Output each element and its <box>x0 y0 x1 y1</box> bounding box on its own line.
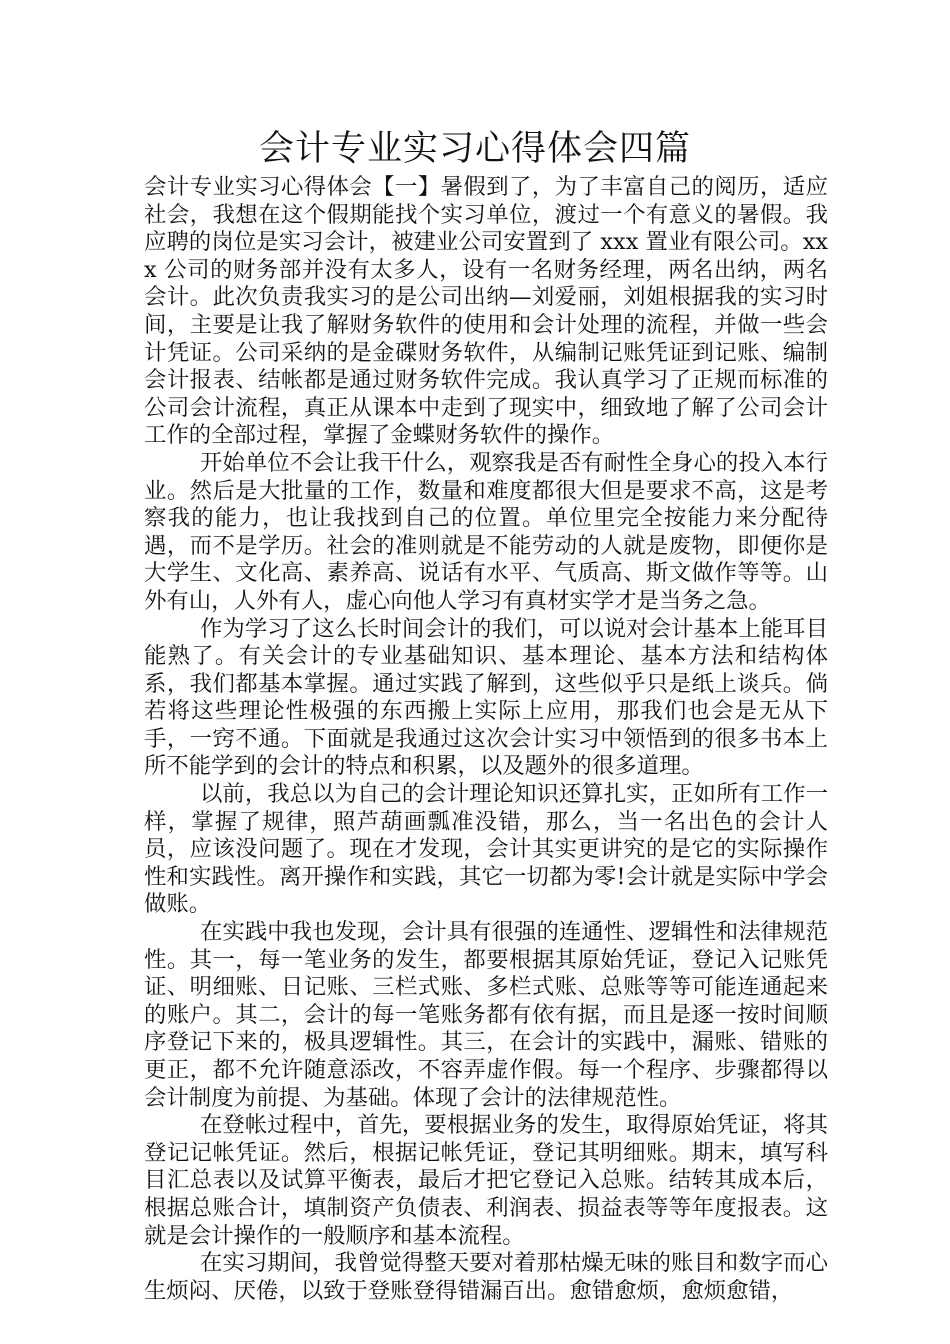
paragraph-1: 会计专业实习心得体会【一】暑假到了，为了丰富自己的阅历，适应社会，我想在这个假期能找个实习单位，渡过一个有意义的暑假。我应聘的岗位是实习会计，被建业公司安置到了 xxx 置业有限公司。xxx 公司的财务部并没有太多人，设有一名财务经理，两名出纳，两名会计。此次负责我实习的是公司出纳—刘爱丽，刘姐根据我的实习时间，主要是让我了解财务软件的使用和会计处理的流程，并做一些会计凭证。公司采纳的是金碟财务软件，从编制记账凭证到记账、编制会计报表、结帐都是通过财务软件完成。我认真学习了正规而标准的公司会计流程，真正从课本中走到了现实中，细致地了解了公司会计工作的全部过程，掌握了金蝶财务软件的操作。 <box>144 174 828 449</box>
paragraph-7: 在实习期间，我曾觉得整天要对着那枯燥无味的账目和数字而心生烦闷、厌倦，以致于登账登得错漏百出。愈错愈烦，愈烦愈错， <box>144 1250 828 1304</box>
paragraph-6: 在登帐过程中，首先，要根据业务的发生，取得原始凭证，将其登记记帐凭证。然后，根据记帐凭证，登记其明细账。期末，填写科目汇总表以及试算平衡表，最后才把它登记入总账。结转其成本后，根据总账合计，填制资产负债表、利润表、损益表等等年度报表。这就是会计操作的一般顺序和基本流程。 <box>144 1112 828 1249</box>
document-title: 会计专业实习心得体会四篇 <box>258 129 691 169</box>
paragraph-3: 作为学习了这么长时间会计的我们，可以说对会计基本上能耳目能熟了。有关会计的专业基础知识、基本理论、基本方法和结构体系，我们都基本掌握。通过实践了解到，这些似乎只是纸上谈兵。倘若将这些理论性极强的东西搬上实际上应用，那我们也会是无从下手，一窍不通。下面就是我通过这次会计实习中领悟到的很多书本上所不能学到的会计的特点和积累，以及题外的很多道理。 <box>144 615 828 780</box>
paragraph-4: 以前，我总以为自己的会计理论知识还算扎实，正如所有工作一样，掌握了规律，照芦葫画瓢准没错，那么，当一名出色的会计人员，应该没问题了。现在才发现，会计其实更讲究的是它的实际操作性和实践性。离开操作和实践，其它一切都为零!会计就是实际中学会做账。 <box>144 781 828 918</box>
paragraph-2: 开始单位不会让我干什么，观察我是否有耐性全身心的投入本行业。然后是大批量的工作，数量和难度都很大但是要求不高，这是考察我的能力，也让我找到自己的位置。单位里完全按能力来分配待遇，而不是学历。社会的准则就是不能劳动的人就是废物，即便你是大学生、文化高、素养高、说话有水平、气质高、斯文做作等等。山外有山，人外有人，虚心向他人学习有真材实学才是当务之急。 <box>144 449 828 614</box>
paragraph-5: 在实践中我也发现，会计具有很强的连通性、逻辑性和法律规范性。其一，每一笔业务的发生，都要根据其原始凭证，登记入记账凭证、明细账、日记账、三栏式账、多栏式账、总账等等可能连通起来的账户。其二，会计的每一笔账务都有依有据，而且是逐一按时间顺序登记下来的，极具逻辑性。其三，在会计的实践中，漏账、错账的更正，都不允许随意添改，不容弄虚作假。每一个程序、步骤都得以会计制度为前提、为基础。体现了会计的法律规范性。 <box>144 919 828 1111</box>
document-body <box>144 174 828 1305</box>
